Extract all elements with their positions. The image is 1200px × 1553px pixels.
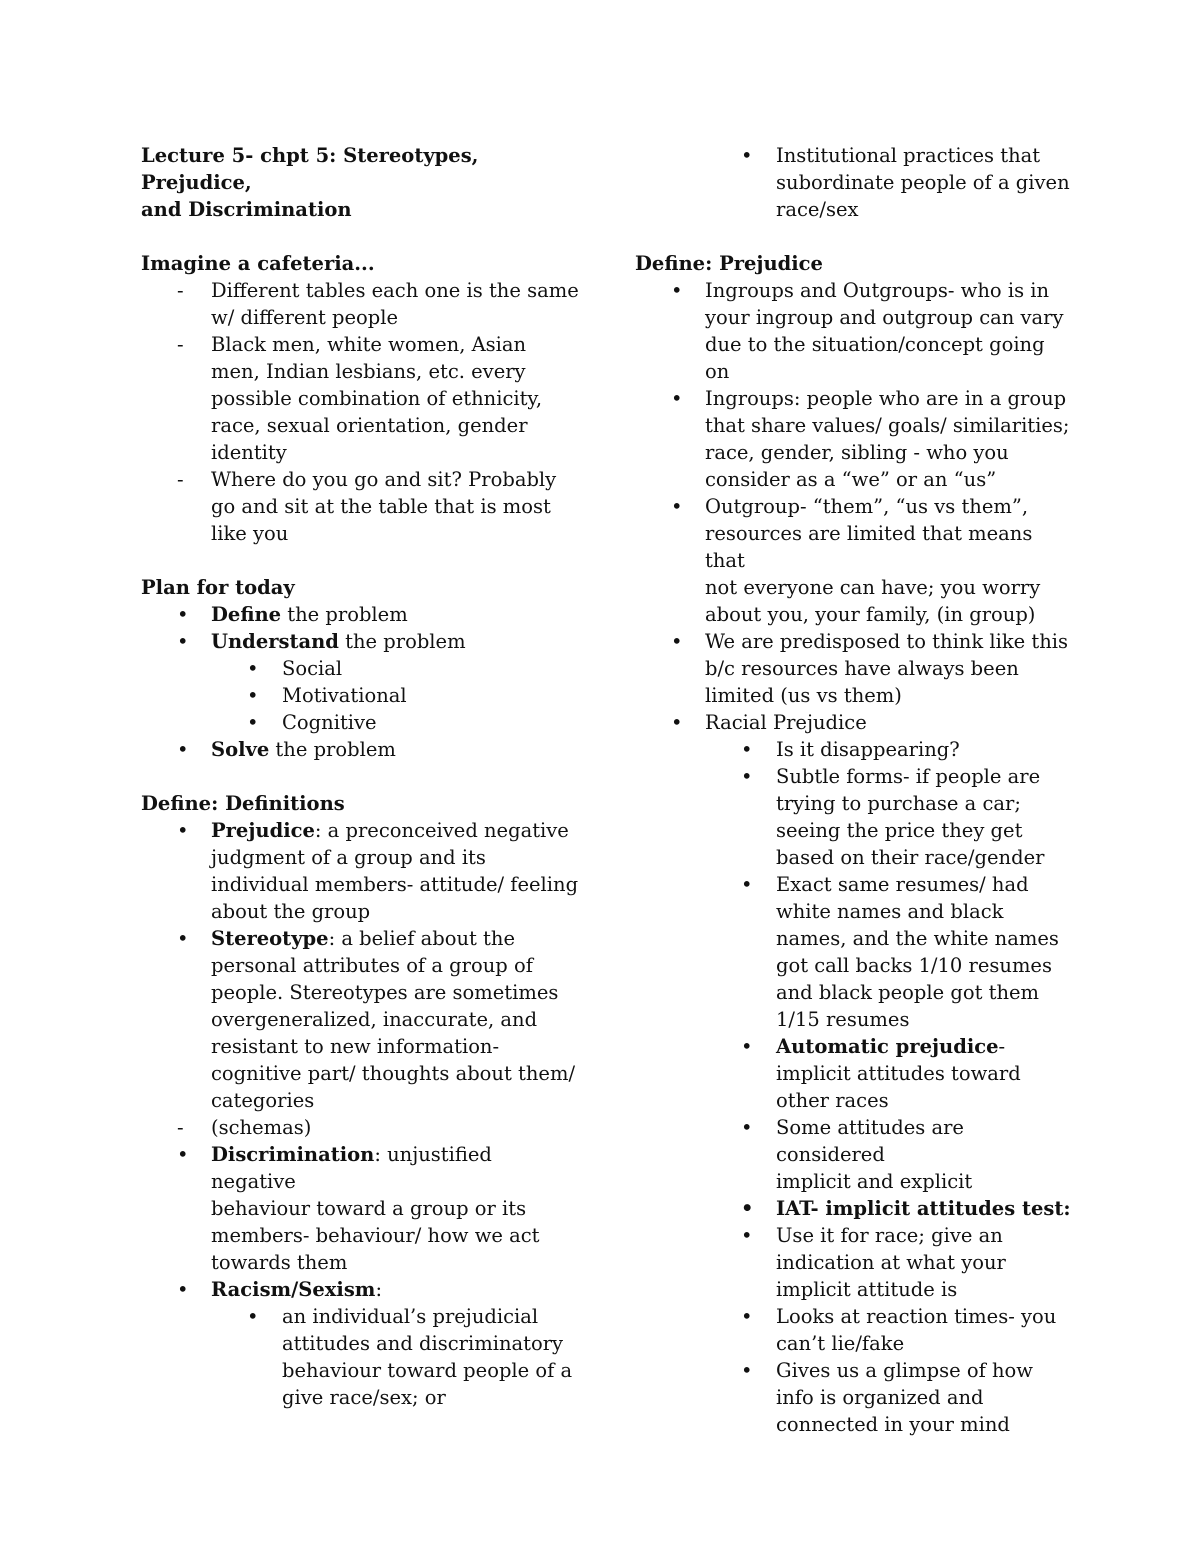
- bullet-marker: •: [247, 657, 259, 680]
- dash-marker: -: [177, 279, 184, 302]
- left-column: [141, 142, 581, 1411]
- item-line: [282, 655, 581, 682]
- bullet-marker: •: [671, 630, 683, 653]
- bullet-marker: •: [177, 1278, 189, 1301]
- blank-line: [141, 547, 581, 574]
- item-line: [705, 682, 1075, 709]
- item-text: b/c resources have always been: [705, 657, 1019, 680]
- item-text: resistant to new information-: [211, 1035, 500, 1058]
- item-text: give race/sex; or: [282, 1386, 446, 1409]
- item-text: identity: [211, 441, 287, 464]
- bullet-marker: •: [741, 1305, 753, 1328]
- list-item: [141, 925, 581, 1114]
- bullet-marker: •: [177, 603, 189, 626]
- item-text: race, sexual orientation, gender: [211, 414, 528, 437]
- item-text: other races: [776, 1089, 889, 1112]
- item-text: towards them: [211, 1251, 348, 1274]
- item-line: [211, 520, 581, 547]
- item-text: attitudes and discriminatory: [282, 1332, 564, 1355]
- item-text: names, and the white names: [776, 927, 1059, 950]
- item-line: [705, 655, 1075, 682]
- item-line: [282, 1357, 581, 1384]
- item-line: [776, 1060, 1075, 1087]
- item-text: Ingroups: people who are in a group: [705, 387, 1067, 410]
- list-item: [141, 736, 581, 763]
- bullet-marker: •: [741, 1197, 754, 1220]
- item-text: got call backs 1/10 resumes: [776, 954, 1052, 977]
- item-line: [211, 466, 581, 493]
- heading-line: Plan for today: [141, 576, 295, 599]
- heading-line: Lecture 5- chpt 5: Stereotypes, Prejudice,: [141, 144, 479, 194]
- bullet-marker: •: [741, 1035, 753, 1058]
- item-line: [211, 1276, 581, 1303]
- list-item: [635, 1303, 1075, 1357]
- blank-line: [141, 763, 581, 790]
- item-line: [776, 1114, 1075, 1168]
- item-line: [705, 277, 1075, 304]
- list-item: [141, 1276, 581, 1303]
- bullet-list: [141, 601, 581, 763]
- item-line: [776, 1249, 1075, 1276]
- item-line: [705, 466, 1075, 493]
- item-text: implicit attitude is: [776, 1278, 958, 1301]
- bold-term: Stereotype: [211, 927, 329, 950]
- heading-line: Define: Definitions: [141, 792, 345, 815]
- blank-line: [141, 223, 581, 250]
- bullet-marker: •: [741, 144, 753, 167]
- item-line: [211, 952, 581, 979]
- list-item: [635, 1222, 1075, 1303]
- item-text: Subtle forms- if people are: [776, 765, 1041, 788]
- item-line: [776, 736, 1075, 763]
- item-text: individual members- attitude/ feeling: [211, 873, 579, 896]
- item-line: [705, 385, 1075, 412]
- bullet-marker: •: [177, 819, 189, 842]
- list-item: [141, 628, 581, 655]
- item-text: Racial Prejudice: [705, 711, 867, 734]
- bullet-list: [141, 817, 581, 1411]
- item-line: [211, 1195, 581, 1222]
- item-line: [705, 304, 1075, 331]
- item-line: [705, 493, 1075, 520]
- item-text: trying to purchase a car;: [776, 792, 1021, 815]
- item-text: cognitive part/ thoughts about them/: [211, 1062, 576, 1085]
- item-text: possible combination of ethnicity,: [211, 387, 543, 410]
- list-item: [141, 655, 581, 682]
- item-line: [776, 844, 1075, 871]
- item-line: [211, 1141, 581, 1195]
- list-item: [635, 142, 1075, 223]
- item-line: [211, 871, 581, 898]
- item-line: [776, 1411, 1075, 1438]
- list-item: [141, 1114, 581, 1141]
- item-text: Use it for race; give an: [776, 1224, 1003, 1247]
- item-line: [776, 1384, 1075, 1411]
- bullet-marker: •: [177, 738, 189, 761]
- item-text: behaviour toward a group or its: [211, 1197, 527, 1220]
- item-line: [705, 331, 1075, 385]
- item-text: info is organized and: [776, 1386, 984, 1409]
- list-item: [635, 493, 1075, 628]
- item-line: [776, 1087, 1075, 1114]
- heading-line: and Discrimination: [141, 198, 352, 221]
- item-line: [211, 817, 581, 844]
- item-text: resources are limited that means that: [705, 522, 1033, 572]
- item-line: [776, 763, 1075, 790]
- section-heading: [141, 250, 581, 277]
- heading-line: Imagine a cafeteria...: [141, 252, 375, 275]
- item-text: Social: [282, 657, 343, 680]
- item-line: [211, 493, 581, 520]
- item-text: connected in your mind: [776, 1413, 1010, 1436]
- item-text: that share values/ goals/ similarities;: [705, 414, 1070, 437]
- item-text: implicit and explicit: [776, 1170, 973, 1193]
- item-text: the problem: [269, 738, 396, 761]
- item-text: Black men, white women, Asian: [211, 333, 527, 356]
- bullet-marker: •: [741, 1116, 753, 1139]
- list-item: [141, 709, 581, 736]
- bullet-marker: •: [247, 1305, 259, 1328]
- item-text: (schemas): [211, 1116, 312, 1139]
- item-line: [776, 1222, 1075, 1249]
- item-line: [211, 601, 581, 628]
- item-line: [776, 952, 1075, 979]
- item-line: [776, 1357, 1075, 1384]
- item-line: [211, 1249, 581, 1276]
- item-text: about the group: [211, 900, 371, 923]
- dash-marker: -: [177, 1116, 184, 1139]
- bullet-marker: •: [671, 495, 683, 518]
- item-line: [211, 628, 581, 655]
- item-line: [705, 439, 1075, 466]
- item-line: [211, 979, 581, 1006]
- item-line: [776, 1033, 1075, 1060]
- item-line: [282, 1330, 581, 1357]
- item-line: [282, 1303, 581, 1330]
- list-item: [635, 1033, 1075, 1114]
- item-text: not everyone can have; you worry: [705, 576, 1041, 599]
- item-text: can’t lie/fake: [776, 1332, 905, 1355]
- bold-term: Discrimination: [211, 1143, 375, 1166]
- item-line: [211, 385, 581, 412]
- list-item: [635, 277, 1075, 385]
- item-text: consider as a “we” or an “us”: [705, 468, 997, 491]
- item-text: indication at what your: [776, 1251, 1006, 1274]
- item-text: the problem: [338, 630, 466, 653]
- item-text: Exact same resumes/ had: [776, 873, 1029, 896]
- item-text: limited (us vs them): [705, 684, 902, 707]
- item-line: [211, 439, 581, 466]
- item-text: and black people got them: [776, 981, 1040, 1004]
- item-text: due to the situation/concept going on: [705, 333, 1045, 383]
- item-line: [282, 709, 581, 736]
- bullet-marker: •: [741, 1359, 753, 1382]
- item-text: an individual’s prejudicial: [282, 1305, 539, 1328]
- item-text: Looks at reaction times- you: [776, 1305, 1057, 1328]
- item-line: [776, 1195, 1075, 1222]
- item-text: members- behaviour/ how we act: [211, 1224, 540, 1247]
- item-line: [776, 169, 1075, 196]
- item-text: like you: [211, 522, 289, 545]
- list-item: [635, 628, 1075, 709]
- dash-marker: -: [177, 333, 184, 356]
- item-text: Ingroups and Outgroups- who is in: [705, 279, 1050, 302]
- item-line: [211, 925, 581, 952]
- item-line: [705, 412, 1075, 439]
- list-item: [635, 763, 1075, 871]
- item-text: race/sex: [776, 198, 859, 221]
- item-line: [705, 709, 1075, 736]
- item-line: [705, 574, 1075, 601]
- item-line: [211, 898, 581, 925]
- bullet-marker: •: [741, 765, 753, 788]
- item-text: judgment of a group and its: [211, 846, 486, 869]
- bold-term: Prejudice: [211, 819, 315, 842]
- item-line: [211, 1114, 581, 1141]
- item-text: subordinate people of a given: [776, 171, 1070, 194]
- section-heading: [635, 250, 1075, 277]
- item-line: [211, 412, 581, 439]
- heading-line: Define: Prejudice: [635, 252, 823, 275]
- item-text: go and sit at the table that is most: [211, 495, 551, 518]
- bullet-marker: •: [671, 387, 683, 410]
- item-text: Is it disappearing?: [776, 738, 960, 761]
- section-heading: [141, 142, 581, 223]
- item-line: [705, 520, 1075, 574]
- item-line: [776, 1330, 1075, 1357]
- item-line: [211, 358, 581, 385]
- item-line: [211, 1087, 581, 1114]
- item-text: overgeneralized, inaccurate, and: [211, 1008, 538, 1031]
- item-text: your ingroup and outgroup can vary: [705, 306, 1064, 329]
- bullet-list: [635, 142, 1075, 223]
- list-item: [141, 466, 581, 547]
- item-text: : unjustified negative: [211, 1143, 492, 1193]
- list-item: [635, 736, 1075, 763]
- bold-term: Define: [211, 603, 282, 626]
- item-line: [282, 1384, 581, 1411]
- item-line: [776, 871, 1075, 898]
- item-line: [776, 979, 1075, 1006]
- dash-marker: -: [177, 468, 184, 491]
- item-text: Gives us a glimpse of how: [776, 1359, 1033, 1382]
- item-line: [776, 1303, 1075, 1330]
- list-item: [635, 871, 1075, 1033]
- item-line: [211, 1222, 581, 1249]
- list-item: [141, 277, 581, 331]
- bullet-marker: •: [741, 1224, 753, 1247]
- list-item: [141, 1303, 581, 1411]
- item-text: : a preconceived negative: [314, 819, 569, 842]
- item-line: [776, 790, 1075, 817]
- item-text: behaviour toward people of a: [282, 1359, 573, 1382]
- item-line: [211, 736, 581, 763]
- list-item: [141, 682, 581, 709]
- list-item: [141, 1141, 581, 1276]
- item-line: [211, 331, 581, 358]
- right-column: [635, 142, 1075, 1438]
- item-text: -: [998, 1035, 1006, 1058]
- item-line: [211, 844, 581, 871]
- list-item: [141, 601, 581, 628]
- item-text: the problem: [281, 603, 408, 626]
- item-text: Institutional practices that: [776, 144, 1041, 167]
- list-item: [141, 817, 581, 925]
- item-text: based on their race/gender: [776, 846, 1045, 869]
- bullet-marker: •: [671, 711, 683, 734]
- item-text: :: [375, 1278, 383, 1301]
- item-text: implicit attitudes toward: [776, 1062, 1021, 1085]
- item-text: people. Stereotypes are sometimes: [211, 981, 559, 1004]
- item-text: Motivational: [282, 684, 407, 707]
- bullet-marker: •: [671, 279, 683, 302]
- bullet-marker: •: [177, 630, 189, 653]
- item-text: Different tables each one is the same: [211, 279, 579, 302]
- item-line: [211, 1060, 581, 1087]
- item-line: [705, 601, 1075, 628]
- item-text: We are predisposed to think like this: [705, 630, 1069, 653]
- bullet-marker: •: [177, 927, 189, 950]
- item-line: [211, 1033, 581, 1060]
- list-item: [635, 1195, 1075, 1222]
- item-line: [776, 925, 1075, 952]
- item-text: about you, your family, (in group): [705, 603, 1036, 626]
- item-line: [776, 142, 1075, 169]
- item-line: [282, 682, 581, 709]
- item-text: 1/15 resumes: [776, 1008, 910, 1031]
- item-line: [211, 277, 581, 304]
- bullet-list: [141, 277, 581, 547]
- item-text: men, Indian lesbians, etc. every: [211, 360, 526, 383]
- item-line: [776, 1006, 1075, 1033]
- section-heading: [141, 790, 581, 817]
- item-line: [776, 196, 1075, 223]
- item-text: seeing the price they get: [776, 819, 1023, 842]
- blank-line: [635, 223, 1075, 250]
- item-text: categories: [211, 1089, 315, 1112]
- section-heading: [141, 574, 581, 601]
- item-text: : a belief about the: [328, 927, 515, 950]
- item-text: race, gender, sibling - who you: [705, 441, 1009, 464]
- list-item: [141, 331, 581, 466]
- item-text: w/ different people: [211, 306, 399, 329]
- bullet-marker: •: [177, 1143, 189, 1166]
- bullet-marker: •: [247, 684, 259, 707]
- item-text: Cognitive: [282, 711, 377, 734]
- bullet-marker: •: [741, 738, 753, 761]
- item-line: [776, 817, 1075, 844]
- bold-term: Understand: [211, 630, 339, 653]
- item-text: white names and black: [776, 900, 1004, 923]
- item-line: [211, 1006, 581, 1033]
- item-line: [776, 898, 1075, 925]
- bold-term: IAT- implicit attitudes test:: [776, 1197, 1071, 1220]
- item-text: Where do you go and sit? Probably: [211, 468, 557, 491]
- bullet-marker: •: [247, 711, 259, 734]
- item-line: [705, 628, 1075, 655]
- item-line: [211, 304, 581, 331]
- item-text: personal attributes of a group of: [211, 954, 533, 977]
- bullet-list: [635, 277, 1075, 1438]
- item-line: [776, 1276, 1075, 1303]
- list-item: [635, 1114, 1075, 1195]
- bold-term: Solve: [211, 738, 270, 761]
- item-text: Some attitudes are considered: [776, 1116, 964, 1166]
- list-item: [635, 1357, 1075, 1438]
- bold-term: Racism/Sexism: [211, 1278, 376, 1301]
- list-item: [635, 709, 1075, 736]
- bullet-marker: •: [741, 873, 753, 896]
- bold-term: Automatic prejudice: [776, 1035, 999, 1058]
- list-item: [635, 385, 1075, 493]
- item-line: [776, 1168, 1075, 1195]
- item-text: Outgroup- “them”, “us vs them”,: [705, 495, 1029, 518]
